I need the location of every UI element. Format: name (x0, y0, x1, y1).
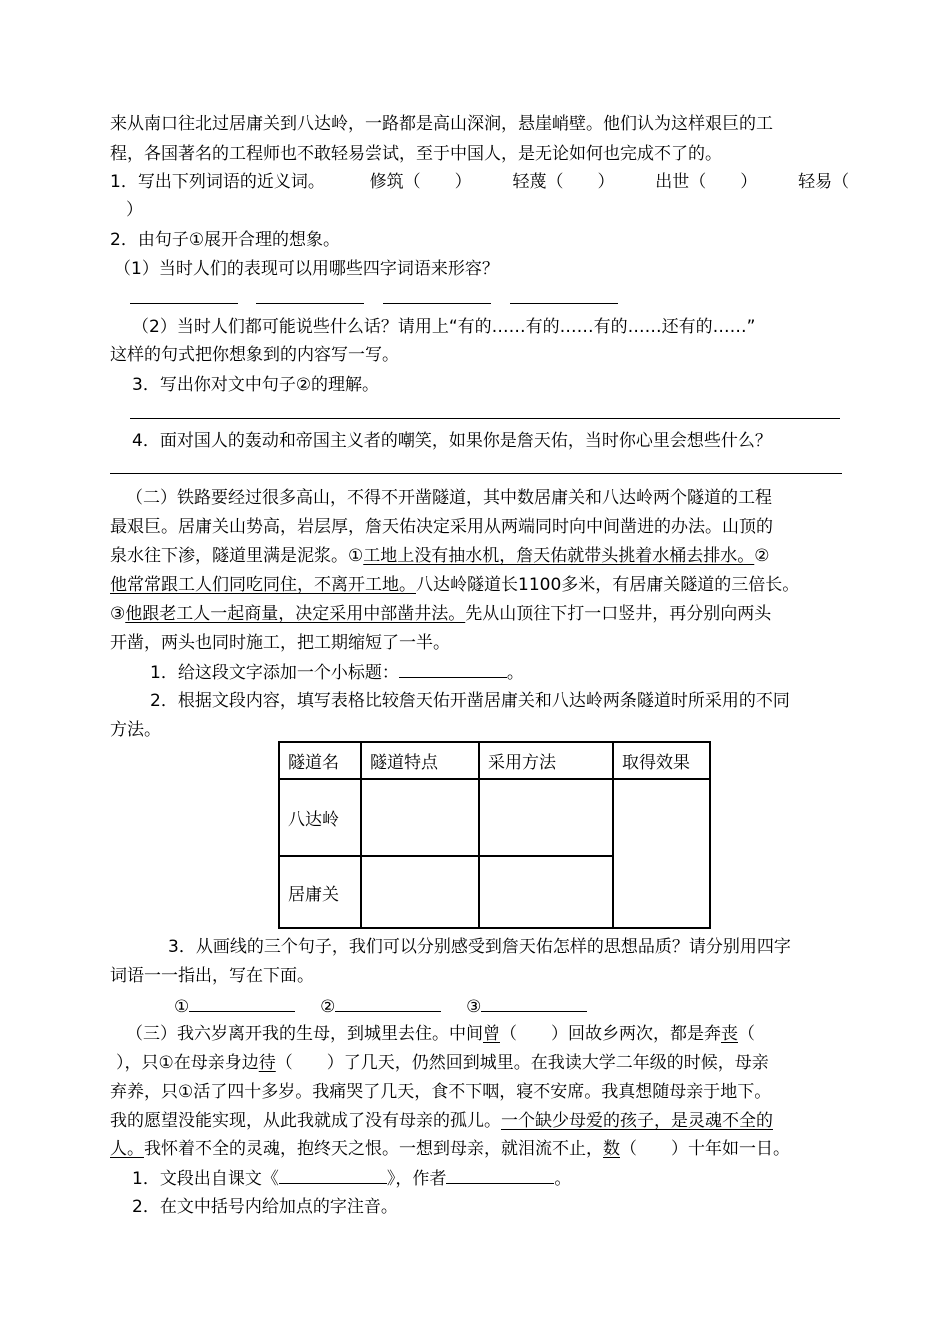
s3-line-3: 弃养，只①活了四十多岁。我痛哭了几天，食不下咽，寝不安席。我真想随母亲于地下。 (110, 1082, 772, 1102)
q1-prefix: 1．写出下列词语的近义词。 (110, 172, 325, 192)
badaling-feature-cell[interactable] (361, 779, 479, 856)
underlined-sentence-3: 他跟老工人一起商量，决定采用中部凿井法。 (125, 604, 466, 624)
underlined-sentence-1: 工地上没有抽水机，詹天佑就带头挑着水桶去排水。 (363, 546, 755, 566)
s3-q2: 2．在文中括号内给加点的字注音。 (132, 1197, 398, 1217)
row-badaling-name: 八达岭 (279, 779, 361, 856)
intro-line-2: 程，各国著名的工程师也不敢轻易尝试，至于中国人，是无论如何也完成不了的。 (110, 144, 722, 164)
q1-word-qingmie[interactable]: 轻蔑（ ） (512, 172, 615, 192)
answer-mark-2: ② (320, 997, 336, 1017)
result-cell[interactable] (613, 779, 710, 928)
s2-line-3-text: 泉水往下渗，隧道里满是泥浆。① (110, 546, 364, 566)
s3-line-5-text-b: （ ）十年如一日。 (620, 1139, 790, 1159)
header-method: 采用方法 (479, 742, 613, 779)
s2-q2-line-2: 方法。 (110, 720, 161, 740)
s2-line-2: 最艰巨。居庸关山势高，岩层厚，詹天佑决定采用从两端同时向中间凿进的办法。山顶的 (110, 517, 773, 537)
q1-word-xiuzhu[interactable]: 修筑（ ） (369, 172, 472, 192)
q2-1: （1）当时人们的表现可以用哪些四字词语来形容？ (114, 259, 499, 279)
s3-line-2-text: ），只①在母亲身边 (116, 1053, 259, 1073)
underlined-sentence-s3: 一个缺少母爱的孩子，是灵魂不全的 (501, 1111, 773, 1131)
s2-line-4-text: 八达岭隧道长1100多米，有居庸关隧道的三倍长。 (416, 575, 800, 595)
author-blank[interactable] (446, 1167, 554, 1184)
header-result: 取得效果 (613, 742, 710, 779)
s3-line-1-text: （三）我六岁离开我的生母，到城里去住。中间 (126, 1024, 483, 1044)
s2-line-3 (110, 545, 770, 567)
underlined-sentence-2: 他常常跟工人们同吃同住，不离开工地。 (110, 575, 416, 595)
q2-1-answer-blank-2[interactable] (256, 303, 364, 304)
quality-blank-1[interactable] (189, 995, 295, 1012)
underlined-sentence-s3-end: 人。 (110, 1139, 144, 1159)
s3-line-5 (110, 1138, 790, 1160)
dotted-char-dai: 待 (258, 1053, 276, 1073)
q2-2-line-1: （2）当时人们都可能说些什么话？请用上“有的……有的……有的……还有的……” (132, 317, 756, 337)
q4-title: 4．面对国人的轰动和帝国主义者的嘲笑，如果你是詹天佑，当时你心里会想些什么？ (132, 431, 772, 451)
s3-line-1 (126, 1023, 755, 1045)
q2-1-answer-blank-1[interactable] (130, 303, 238, 304)
q1-word-chushi[interactable]: 出世（ ） (655, 172, 758, 192)
s2-q1 (150, 661, 524, 684)
juyongguan-feature-cell[interactable] (361, 856, 479, 928)
s2-q2-line-1: 2．根据文段内容，填写表格比较詹天佑开凿居庸关和八达岭两条隧道时所采用的不同 (150, 691, 790, 711)
s2-q1-text: 1．给这段文字添加一个小标题： (150, 663, 399, 683)
juyongguan-method-cell[interactable] (479, 856, 613, 928)
q2-title: 2．由句子①展开合理的想象。 (110, 230, 341, 250)
dotted-char-zeng: 曾 (483, 1024, 500, 1044)
q3-title: 3．写出你对文中句子②的理解。 (132, 375, 380, 395)
row-juyongguan-name: 居庸关 (279, 856, 361, 928)
circle-3-mark: ③ (110, 604, 126, 624)
q1-synonyms (110, 171, 849, 193)
s3-line-2 (116, 1052, 769, 1074)
circle-2-mark: ② (754, 546, 770, 566)
s2-q3-answers (174, 995, 587, 1018)
intro-line-1: 来从南口往北过居庸关到八达岭，一路都是高山深涧，悬崖峭壁。他们认为这样艰巨的工 (110, 114, 773, 134)
s2-line-5-text: 先从山顶往下打一口竖井，再分别向两头 (465, 604, 772, 624)
s3-line-2-text-b: （ ）了几天，仍然回到城里。在我读大学二年级的时候，母亲 (275, 1053, 769, 1073)
s2-line-1: （二）铁路要经过很多高山，不得不开凿隧道，其中数居庸关和八达岭两个隧道的工程 (126, 488, 772, 508)
s3-line-4-text: 我的愿望没能实现，从此我就成了没有母亲的孤儿。 (110, 1111, 501, 1131)
s2-line-4 (110, 574, 799, 596)
s3-line-5-text: 我怀着不全的灵魂，抱终天之恨。一想到母亲，就泪流不止， (144, 1139, 603, 1159)
q3-answer-line[interactable] (130, 418, 840, 419)
s3-q1 (132, 1167, 571, 1190)
s2-line-6: 开凿，两头也同时施工，把工期缩短了一半。 (110, 633, 450, 653)
s3-q1-period: 。 (554, 1169, 572, 1189)
tunnel-comparison-table (278, 741, 711, 929)
q1-close-paren: ） (126, 200, 143, 220)
s2-q1-period: 。 (506, 663, 524, 683)
dotted-char-shu: 数 (603, 1139, 620, 1159)
s3-q1-text-b: 》，作者 (386, 1169, 447, 1189)
quality-blank-2[interactable] (335, 995, 441, 1012)
dotted-char-sang: 丧 (721, 1024, 738, 1044)
s3-line-1-text-b: （ ）回故乡两次，都是奔 (500, 1024, 721, 1044)
header-tunnel-feature: 隧道特点 (361, 742, 479, 779)
s2-q3-line-1: 3．从画线的三个句子，我们可以分别感受到詹天佑怎样的思想品质？请分别用四字 (168, 937, 791, 957)
badaling-method-cell[interactable] (479, 779, 613, 856)
q4-answer-line[interactable] (110, 473, 842, 474)
q2-1-answer-blank-4[interactable] (510, 303, 618, 304)
quality-blank-3[interactable] (481, 995, 587, 1012)
answer-mark-1: ① (174, 997, 190, 1017)
header-tunnel-name: 隧道名 (279, 742, 361, 779)
subtitle-blank[interactable] (399, 661, 507, 678)
s3-q1-text: 1．文段出自课文《 (132, 1169, 279, 1189)
answer-mark-3: ③ (466, 997, 482, 1017)
q2-2-line-2: 这样的句式把你想象到的内容写一写。 (110, 345, 399, 365)
q2-1-answer-blank-3[interactable] (383, 303, 491, 304)
s3-line-1-paren: （ (738, 1024, 755, 1044)
lesson-title-blank[interactable] (279, 1167, 387, 1184)
q1-word-qingyi[interactable]: 轻易（ (798, 172, 850, 192)
s3-line-4 (110, 1110, 773, 1132)
s2-q3-line-2: 词语一一指出，写在下面。 (110, 966, 314, 986)
s2-line-5 (110, 603, 771, 625)
